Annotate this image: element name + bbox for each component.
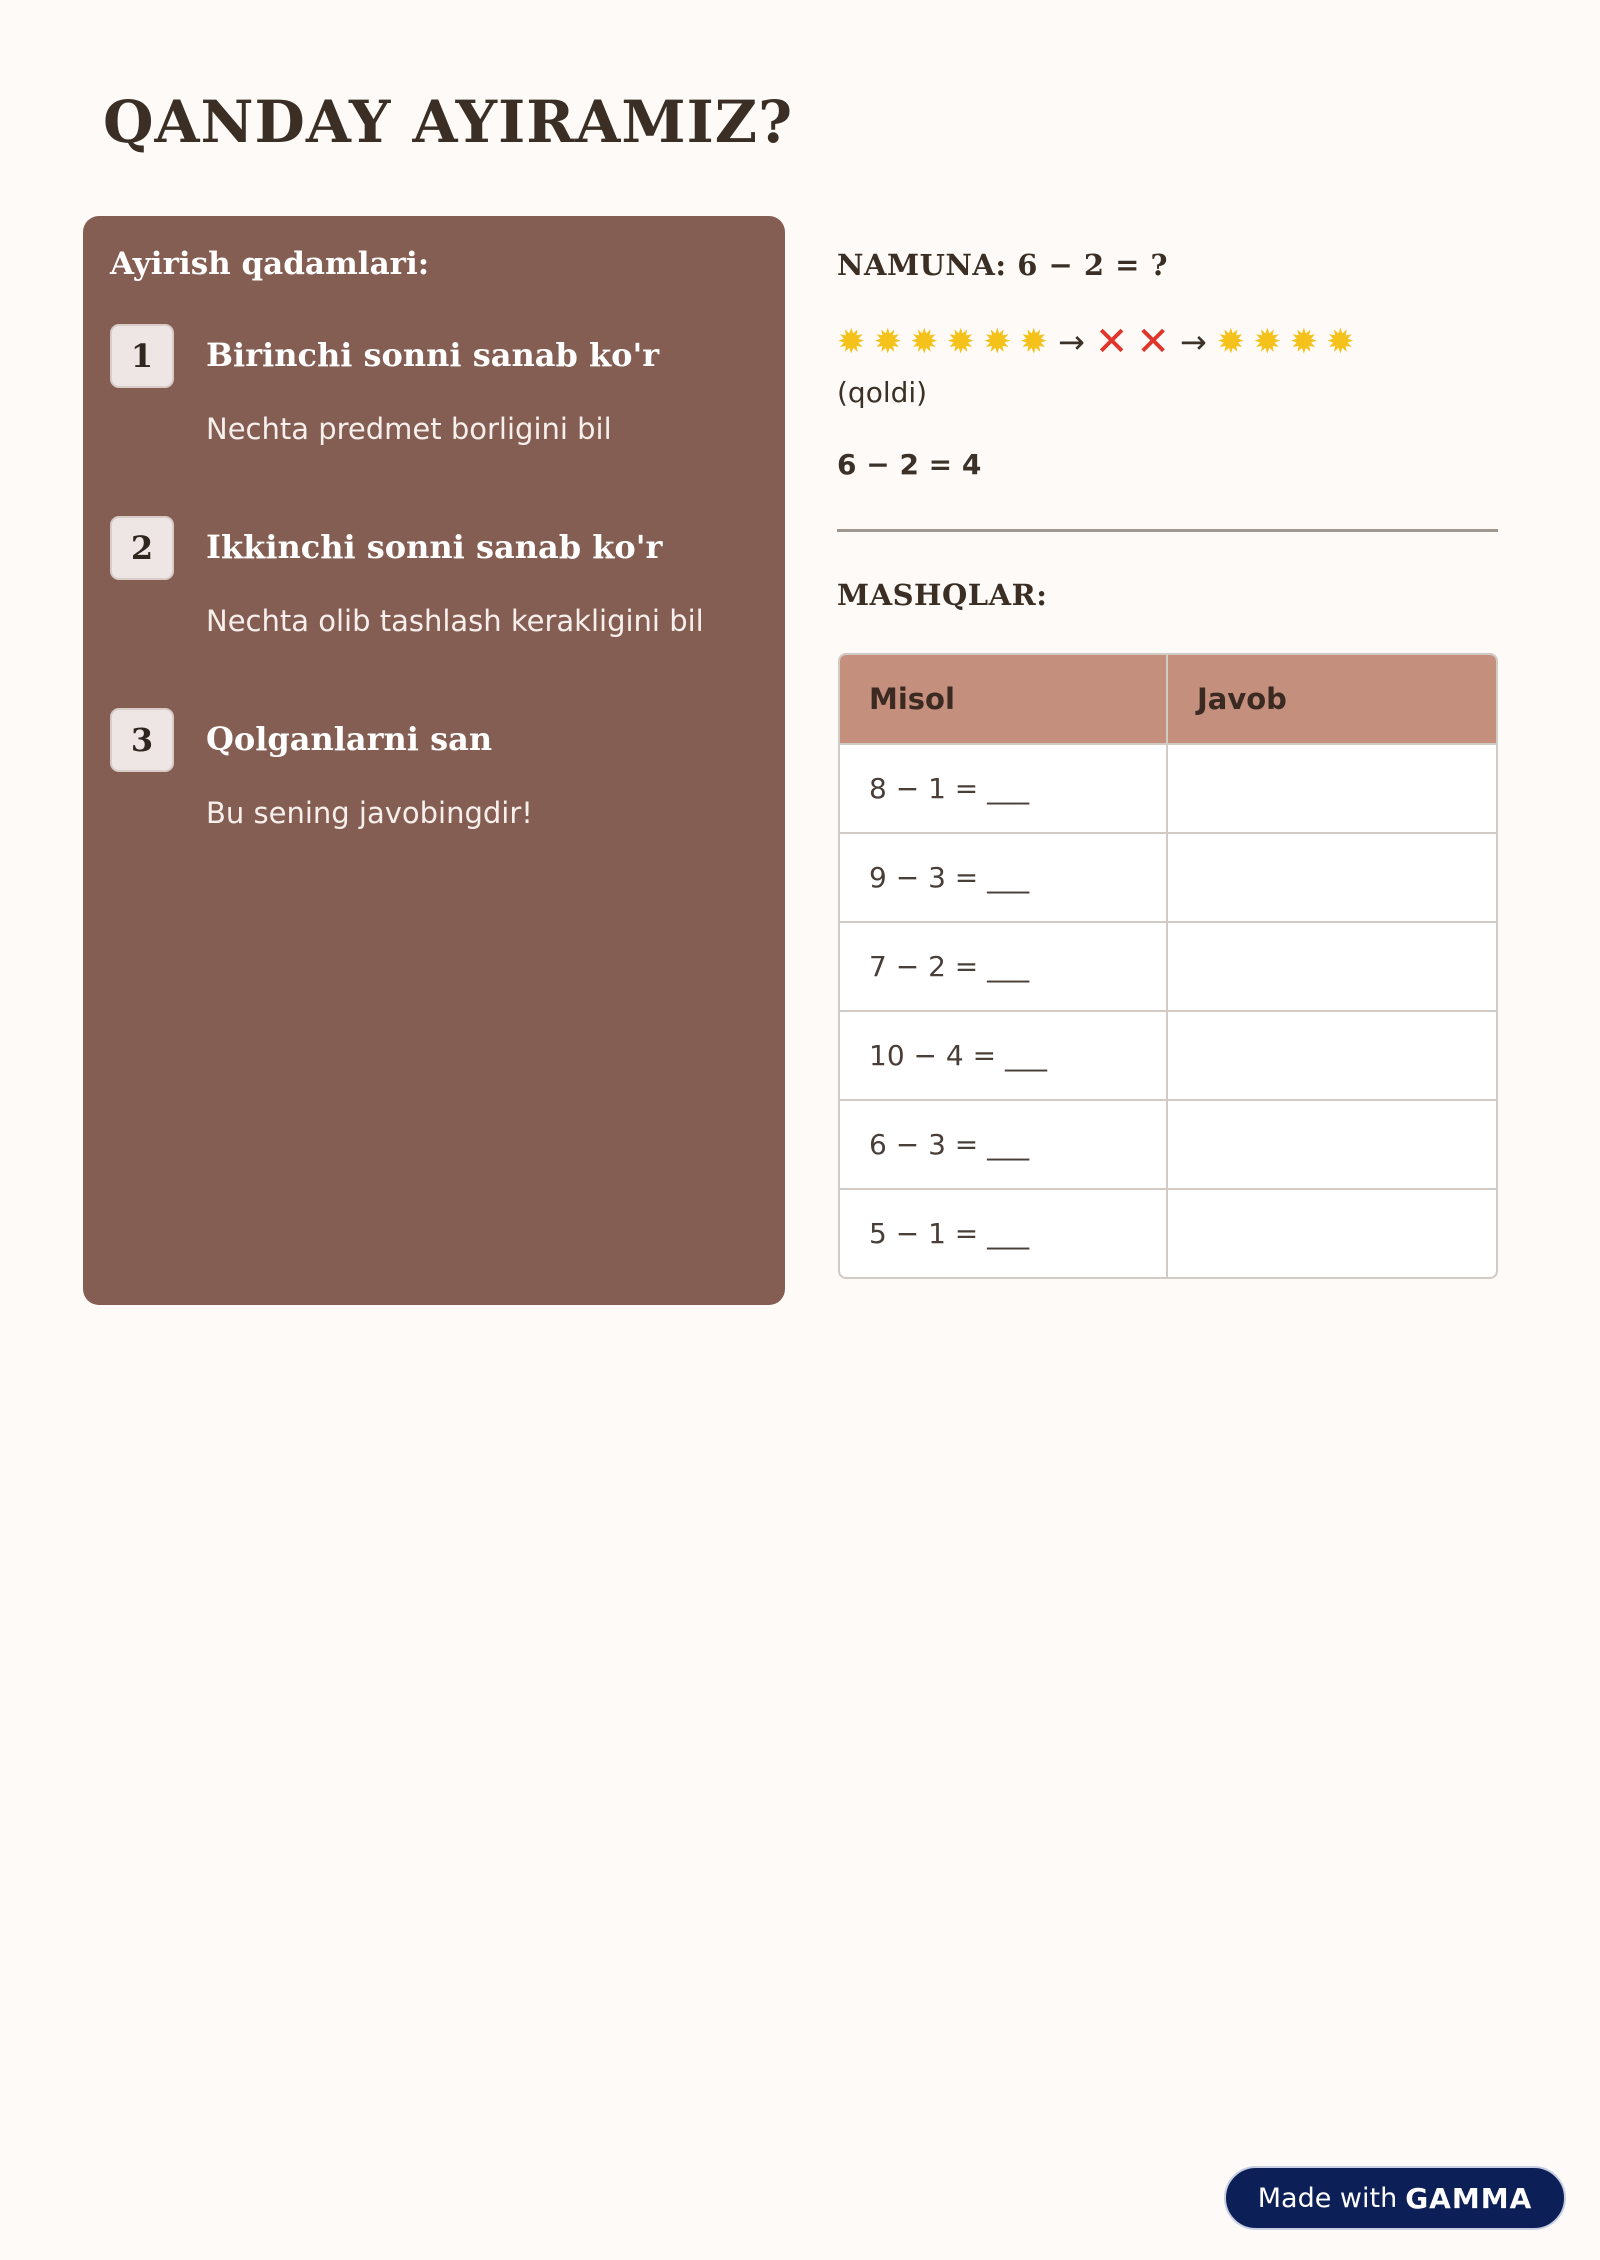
step-title: Ikkinchi sonni sanab ko'r: [206, 528, 663, 566]
step-title: Qolganlarni san: [206, 720, 493, 758]
column-header-answer: Javob: [1168, 655, 1496, 743]
table-row: [840, 1010, 1496, 1099]
arrow-icon: →: [1058, 323, 1085, 361]
problem-cell: 7 − 2 = ___: [840, 921, 1168, 1010]
table-row: [840, 1099, 1496, 1188]
step-description: Nechta olib tashlash kerakligini bil: [206, 604, 704, 638]
table-row: [840, 743, 1496, 832]
table-row: [840, 832, 1496, 921]
step-title: Birinchi sonni sanab ko'r: [206, 336, 660, 374]
problem-cell: 8 − 1 = ___: [840, 743, 1168, 832]
table-row: [840, 921, 1496, 1010]
star-icon: ✹: [1289, 322, 1319, 362]
subtraction-visual: [837, 319, 1355, 365]
remaining-note: (qoldi): [837, 376, 928, 409]
answer-cell[interactable]: [1168, 832, 1496, 921]
star-icon: ✹: [910, 322, 939, 362]
answer-cell[interactable]: [1168, 1188, 1496, 1277]
steps-heading: Ayirish qadamlari:: [110, 246, 430, 282]
answer-cell[interactable]: [1168, 1010, 1496, 1099]
arrow-icon: →: [1179, 323, 1207, 361]
step-number-badge: 1: [110, 324, 174, 388]
step-description: Nechta predmet borligini bil: [206, 412, 612, 446]
exercises-heading: MASHQLAR:: [837, 578, 1048, 612]
section-divider: [837, 529, 1498, 532]
answer-cell[interactable]: [1168, 921, 1496, 1010]
star-icon: ✹: [983, 322, 1012, 362]
cross-icon: ✕: [1136, 319, 1170, 365]
step-description: Bu sening javobingdir!: [206, 796, 533, 830]
made-with-gamma-badge[interactable]: [1224, 2166, 1566, 2230]
column-header-problem: Misol: [840, 655, 1168, 743]
badge-prefix: Made with: [1257, 2182, 1398, 2214]
star-icon: ✹: [873, 322, 902, 362]
exercise-table: [838, 653, 1498, 1279]
star-icon: ✹: [1019, 322, 1048, 362]
table-header-row: [840, 655, 1496, 743]
answer-cell[interactable]: [1168, 1099, 1496, 1188]
problem-cell: 9 − 3 = ___: [840, 832, 1168, 921]
star-icon: ✹: [1326, 322, 1355, 362]
steps-card: [83, 216, 785, 1305]
step-number-badge: 2: [110, 516, 174, 580]
step-number-badge: 3: [110, 708, 174, 772]
page-title: QANDAY AYIRAMIZ?: [103, 88, 794, 156]
problem-cell: 10 − 4 = ___: [840, 1010, 1168, 1099]
cross-icon: ✕: [1094, 319, 1129, 365]
table-row: [840, 1188, 1496, 1277]
problem-cell: 5 − 1 = ___: [840, 1188, 1168, 1277]
gamma-logo: GAMMA: [1405, 2181, 1533, 2215]
star-icon: ✹: [837, 322, 866, 362]
problem-cell: 6 − 3 = ___: [840, 1099, 1168, 1188]
star-icon: ✹: [1253, 322, 1282, 362]
example-heading: NAMUNA: 6 − 2 = ?: [837, 248, 1169, 282]
example-result: 6 − 2 = 4: [837, 448, 982, 481]
star-icon: ✹: [1216, 322, 1246, 362]
answer-cell[interactable]: [1168, 743, 1496, 832]
star-icon: ✹: [946, 322, 975, 362]
